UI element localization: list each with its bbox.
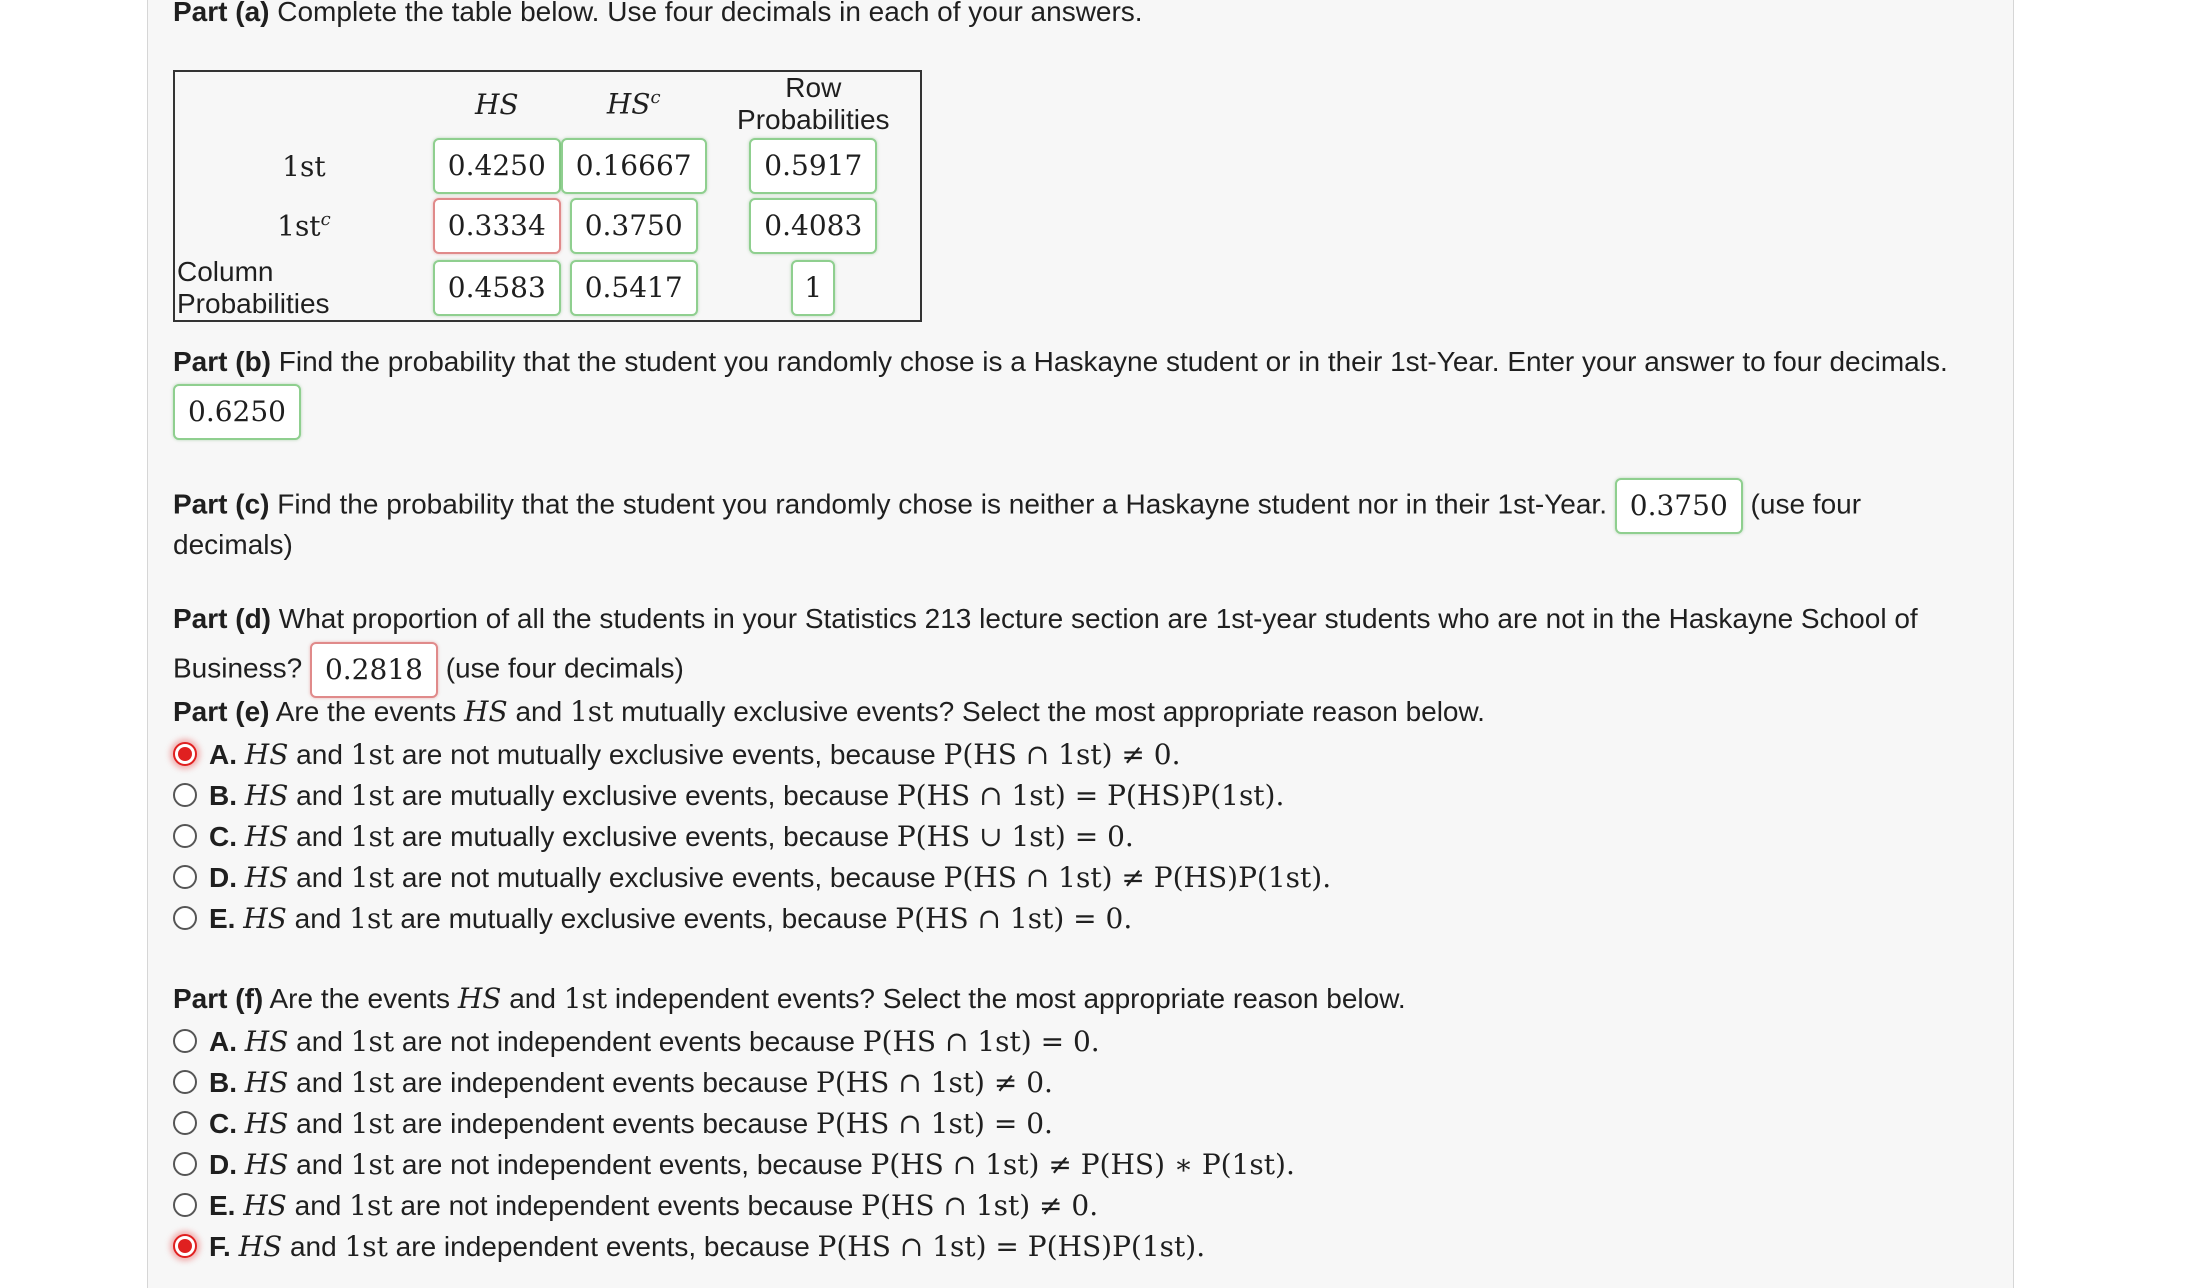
part_e-option-d[interactable] (173, 858, 1331, 898)
part-e-q2: and (515, 696, 563, 727)
option-letter: A. (209, 739, 237, 770)
part-c-label: Part (c) (173, 488, 270, 520)
option-and: and (289, 1231, 337, 1262)
part_f-option-b[interactable] (173, 1063, 1053, 1103)
option-event-hs: HS (238, 1230, 283, 1263)
part-e-q3: mutually exclusive events? Select the most appropriate reason below. (621, 696, 1485, 727)
part_f-option-f[interactable] (173, 1227, 1205, 1267)
part-a-prompt (173, 0, 1143, 32)
option-letter: F. (209, 1231, 231, 1262)
option-letter: E. (209, 1190, 236, 1221)
part-e-q1: Are the events (275, 696, 457, 727)
option-and: and (296, 780, 343, 811)
radio-button[interactable] (173, 1111, 197, 1135)
part-f-prompt (173, 979, 1406, 1019)
option-event-hs: HS (244, 820, 289, 853)
option-letter: B. (209, 780, 237, 811)
part-c-prompt (173, 478, 1861, 534)
option-event-hs: HS (244, 861, 289, 894)
option-text: are independent events because (401, 1067, 809, 1098)
option-math: P(HS ∩ 1st) = 0. (816, 1107, 1053, 1140)
part-d-answer-input[interactable]: 0.2818 (310, 642, 438, 698)
part_e-option-c[interactable] (173, 817, 1134, 857)
option-event-hs: HS (244, 1066, 289, 1099)
option-letter: D. (209, 862, 237, 893)
option-event-hs: HS (244, 779, 289, 812)
option-event-1st: 1st (350, 820, 395, 853)
option-math: P(HS ∩ 1st) ≠ 0. (861, 1189, 1099, 1222)
part-e-ev1: HS (464, 695, 508, 728)
option-event-1st: 1st (350, 1148, 395, 1181)
option-event-1st: 1st (349, 902, 393, 935)
part-d-label: Part (d) (173, 603, 271, 634)
row-label-1st: 1st (282, 149, 326, 183)
part-e-label: Part (e) (173, 696, 270, 727)
option-math: P(HS ∩ 1st) = P(HS)P(1st). (896, 779, 1285, 812)
probability-table (173, 70, 922, 322)
option-event-1st: 1st (350, 861, 395, 894)
option-text: are independent events because (401, 1108, 809, 1139)
radio-button[interactable] (173, 865, 197, 889)
cell-hs-1st-input[interactable]: 0.4250 (433, 138, 561, 194)
part-c-text: Find the probability that the student you randomly chose is neither a Haskayne student nor in their 1st-Year. (277, 488, 1607, 520)
option-math: P(HS ∩ 1st) ≠ P(HS)P(1st). (943, 861, 1332, 894)
option-text: are not independent events, because (401, 1149, 863, 1180)
option-letter: C. (209, 1108, 237, 1139)
option-text: are not mutually exclusive events, because (401, 862, 936, 893)
option-event-1st: 1st (344, 1230, 388, 1263)
option-event-hs: HS (244, 1107, 289, 1140)
radio-button[interactable] (173, 1234, 197, 1258)
option-math: P(HS ∪ 1st) = 0. (896, 820, 1134, 853)
part-f-label: Part (f) (173, 983, 264, 1014)
option-event-1st: 1st (349, 1189, 393, 1222)
option-event-hs: HS (243, 1189, 287, 1222)
part-f-q2: and (509, 983, 556, 1014)
part_e-option-a[interactable] (173, 735, 1181, 775)
part-b-text: Find the probability that the student you randomly chose is a Haskayne student or in their 1st-Year. Enter your answer to four decimals. (278, 346, 1948, 377)
table-corner (174, 71, 433, 136)
part-f-ev2: 1st (563, 982, 608, 1015)
part-f-q3: independent events? Select the most appropriate reason below. (614, 983, 1406, 1014)
option-and: and (294, 903, 342, 934)
option-and: and (296, 739, 343, 770)
option-and: and (296, 1026, 343, 1057)
col-prob-hsc-input[interactable]: 0.5417 (570, 260, 698, 316)
part-d-text: What proportion of all the students in your Statistics 213 lecture section are 1st-year students who are not in the Haskayne School of (278, 603, 1918, 634)
part-a-text: Complete the table below. Use four decimals in each of your answers. (277, 0, 1143, 27)
option-and: and (296, 862, 343, 893)
radio-button[interactable] (173, 1029, 197, 1053)
option-math: P(HS ∩ 1st) = 0. (862, 1025, 1100, 1058)
option-text: are mutually exclusive events, because (401, 780, 890, 811)
option-event-hs: HS (243, 902, 287, 935)
part-c-suffix-line: decimals) (173, 529, 293, 560)
option-math: P(HS ∩ 1st) ≠ 0. (943, 738, 1181, 771)
radio-button[interactable] (173, 824, 197, 848)
option-math: P(HS ∩ 1st) ≠ 0. (816, 1066, 1053, 1099)
option-letter: D. (209, 1149, 237, 1180)
part_e-option-b[interactable] (173, 776, 1284, 816)
part_f-option-a[interactable] (173, 1022, 1100, 1062)
option-and: and (296, 1067, 343, 1098)
option-event-1st: 1st (350, 779, 395, 812)
radio-button[interactable] (173, 1070, 197, 1094)
option-letter: E. (209, 903, 236, 934)
part-b-prompt (173, 342, 1948, 382)
cell-hsc-1stc-input[interactable]: 0.3750 (570, 198, 698, 254)
row-prob-1st-input[interactable]: 0.5917 (749, 138, 877, 194)
part-e-prompt (173, 692, 1485, 732)
part-b-answer-input[interactable]: 0.6250 (173, 384, 301, 440)
part-f-ev1: HS (457, 982, 502, 1015)
option-event-1st: 1st (350, 1066, 395, 1099)
option-and: and (294, 1190, 342, 1221)
option-math: P(HS ∩ 1st) = 0. (895, 902, 1133, 935)
option-event-1st: 1st (350, 738, 395, 771)
option-text: are not independent events because (400, 1190, 854, 1221)
part-e-ev2: 1st (569, 695, 614, 728)
part-a-label: Part (a) (173, 0, 270, 27)
part-d-text2: Business? (173, 652, 303, 684)
part_f-option-e[interactable] (173, 1186, 1098, 1226)
row-label-column-probabilities: Column Probabilities (177, 256, 330, 319)
radio-button[interactable] (173, 906, 197, 930)
part-d-suffix: (use four decimals) (445, 652, 684, 684)
part-b-answer-row (173, 384, 301, 440)
option-event-1st: 1st (350, 1107, 395, 1140)
cell-hs-1stc-input[interactable]: 0.3334 (433, 198, 561, 254)
row-label-1st-complement: $1st^c$ (277, 209, 331, 243)
total-prob-input[interactable]: 1 (791, 260, 835, 316)
radio-button[interactable] (173, 742, 197, 766)
col-prob-hs-input[interactable]: 0.4583 (433, 260, 561, 316)
option-and: and (296, 1149, 343, 1180)
option-math: P(HS ∩ 1st) = P(HS)P(1st). (817, 1230, 1206, 1263)
part_f-option-c[interactable] (173, 1104, 1053, 1144)
part-b-label: Part (b) (173, 346, 271, 377)
option-event-1st: 1st (350, 1025, 395, 1058)
radio-button[interactable] (173, 783, 197, 807)
option-text: are not independent events because (401, 1026, 855, 1057)
col-header-hs: HS (474, 87, 519, 121)
radio-button[interactable] (173, 1152, 197, 1176)
radio-button[interactable] (173, 1193, 197, 1217)
option-event-hs: HS (244, 1025, 289, 1058)
part_f-option-d[interactable] (173, 1145, 1295, 1185)
option-letter: A. (209, 1026, 237, 1057)
option-text: are mutually exclusive events, because (401, 821, 890, 852)
option-letter: B. (209, 1067, 237, 1098)
option-math: P(HS ∩ 1st) ≠ P(HS) ∗ P(1st). (870, 1148, 1295, 1181)
cell-hsc-1st-input[interactable]: 0.16667 (561, 138, 707, 194)
part-d-answer-row (173, 642, 684, 698)
row-prob-1stc-input[interactable]: 0.4083 (749, 198, 877, 254)
part-d-prompt (173, 599, 1918, 639)
option-and: and (296, 1108, 343, 1139)
col-header-hs-complement: $HS^c$ (606, 87, 661, 121)
option-text: are mutually exclusive events, because (400, 903, 888, 934)
part-f-q1: Are the events (269, 983, 451, 1014)
part-c-suffix: (use four (1750, 488, 1862, 520)
part_e-option-e[interactable] (173, 899, 1132, 939)
option-text: are not mutually exclusive events, because (401, 739, 936, 770)
option-event-hs: HS (244, 738, 289, 771)
col-header-row-prob: Row Probabilities (737, 72, 890, 135)
part-c-answer-input[interactable]: 0.3750 (1615, 478, 1743, 534)
option-text: are independent events, because (395, 1231, 810, 1262)
option-and: and (296, 821, 343, 852)
option-event-hs: HS (244, 1148, 289, 1181)
option-letter: C. (209, 821, 237, 852)
